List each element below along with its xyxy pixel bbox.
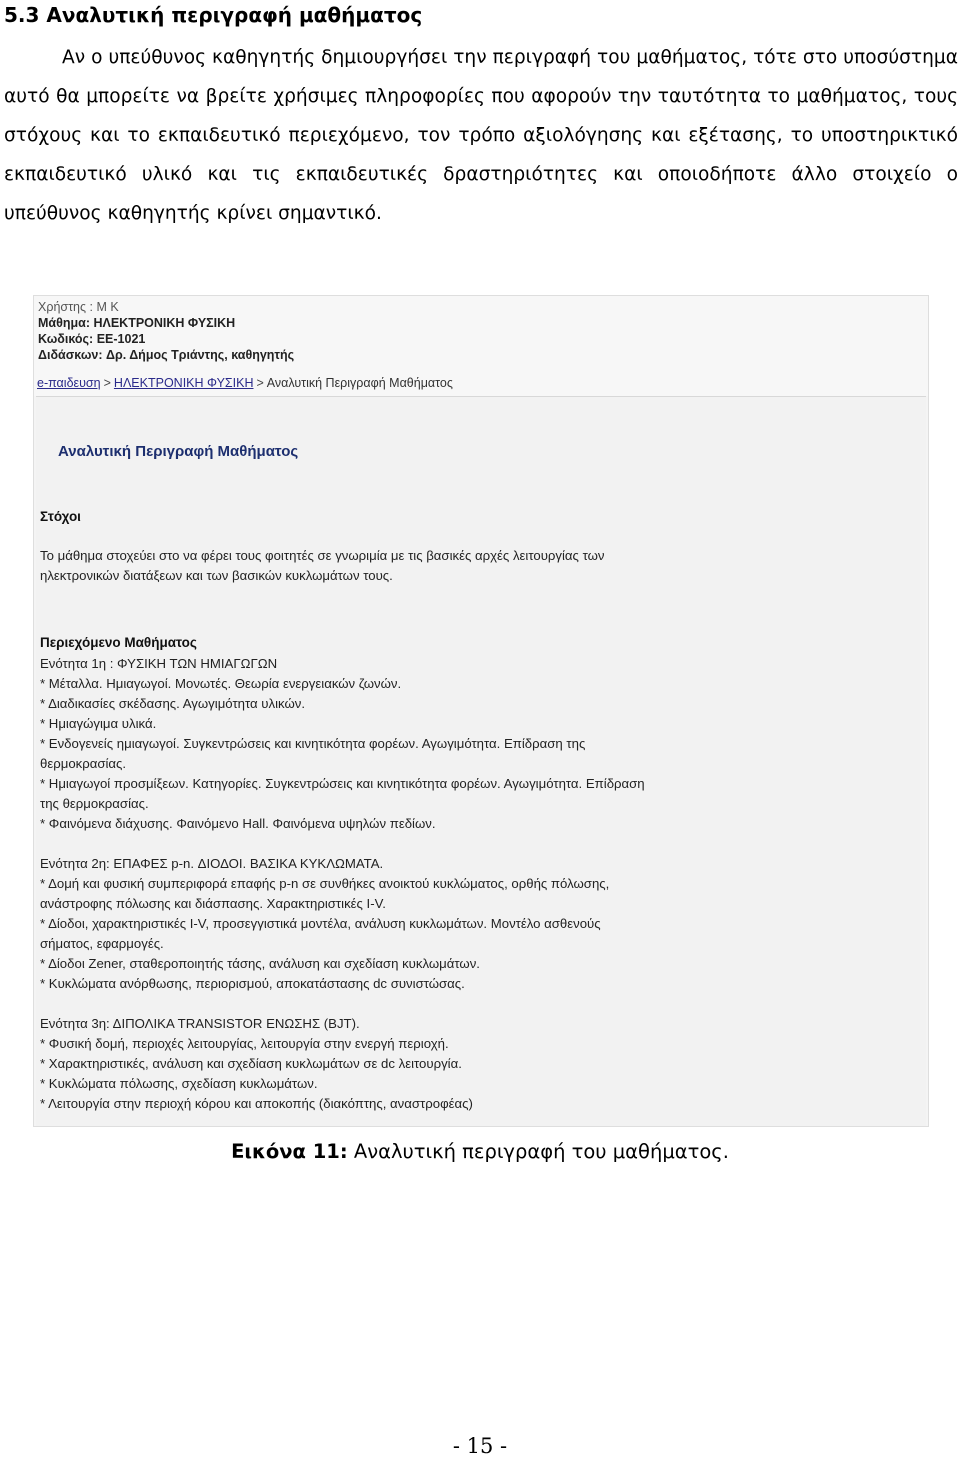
text-line: θερμοκρασίας. <box>40 756 127 771</box>
text-line: Ενότητα 1η : ΦΥΣΙΚΗ ΤΩΝ ΗΜΙΑΓΩΓΩΝ <box>40 656 278 671</box>
course-label: Μάθημα: <box>38 316 90 330</box>
text-line: * Φαινόμενα διάχυσης. Φαινόμενο Hall. Φαινόμενα υψηλών πεδίων. <box>40 816 436 831</box>
course-meta <box>38 299 294 363</box>
unit-1-list <box>40 654 800 834</box>
breadcrumb <box>37 376 453 390</box>
text-line: * Ενδογενείς ημιαγωγοί. Συγκεντρώσεις και κινητικότητα φορέων. Αγωγιμότητα. Επίδραση της <box>40 736 586 751</box>
teacher-value: Δρ. Δήμος Τριάντης, καθηγητής <box>106 348 295 362</box>
figure-caption <box>0 1140 960 1163</box>
text-line: * Δομή και φυσική συμπεριφορά επαφής p-n σε συνθήκες ανοικτού κυκλώματος, ορθής πόλωσης, <box>40 876 610 891</box>
course-line <box>38 315 294 331</box>
text-line: * Δίοδοι Zener, σταθεροποιητής τάσης, ανάλυση και σχεδίαση κυκλωμάτων. <box>40 956 480 971</box>
text-line: Ενότητα 2η: ΕΠΑΦΕΣ p-n. ΔΙΟΔΟΙ. ΒΑΣΙΚΑ ΚΥΚΛΩΜΑΤΑ. <box>40 856 384 871</box>
text-line: * Ημιαγωγοί προσμίξεων. Κατηγορίες. Συγκεντρώσεις και κινητικότητα φορέων. Αγωγιμότητα. Επίδραση <box>40 776 645 791</box>
teacher-line <box>38 347 294 363</box>
text-line: * Κυκλώματα πόλωσης, σχεδίαση κυκλωμάτων. <box>40 1076 318 1091</box>
code-label: Κωδικός: <box>38 332 94 346</box>
course-header <box>34 296 928 396</box>
code-value: ΕΕ-1021 <box>96 332 146 346</box>
section-heading: 5.3 Αναλυτική περιγραφή μαθήματος <box>4 3 423 27</box>
embedded-screenshot <box>33 295 929 1127</box>
goals-text <box>40 546 800 586</box>
content-panel <box>36 396 926 1126</box>
breadcrumb-course-link[interactable]: ΗΛΕΚΤΡΟΝΙΚΗ ΦΥΣΙΚΗ <box>113 376 254 390</box>
breadcrumb-separator: > <box>103 376 111 390</box>
text-line: * Λειτουργία στην περιοχή κόρου και αποκοπής (διακόπτης, αναστροφέας) <box>40 1096 473 1111</box>
unit-2-list <box>40 854 800 994</box>
goals-heading: Στόχοι <box>40 509 81 524</box>
text-line: ηλεκτρονικών διατάξεων και των βασικών κυκλωμάτων τους. <box>40 568 393 583</box>
caption-text: Αναλυτική περιγραφή του μαθήματος. <box>353 1140 729 1163</box>
text-line: * Χαρακτηριστικές, ανάλυση και σχεδίαση κυκλωμάτων σε dc λειτουργία. <box>40 1056 462 1071</box>
text-line: Το μάθημα στοχεύει στο να φέρει τους φοιτητές σε γνωριμία με τις βασικές αρχές λειτουργίας των <box>40 548 605 563</box>
breadcrumb-separator: > <box>256 376 264 390</box>
text-line: σήματος, εφαρμογές. <box>40 936 164 951</box>
text-line: * Ημιαγώγιμα υλικά. <box>40 716 157 731</box>
text-line: * Δίοδοι, χαρακτηριστικές I-V, προσεγγιστικά μοντέλα, ανάλυση κυκλωμάτων. Μοντέλο ασθενούς <box>40 916 601 931</box>
text-line: * Φυσική δομή, περιοχές λειτουργίας, λειτουργία στην ενεργή περιοχή. <box>40 1036 449 1051</box>
text-line: * Κυκλώματα ανόρθωσης, περιορισμού, αποκατάστασης dc συνιστώσας. <box>40 976 465 991</box>
body-paragraph: Αν ο υπεύθυνος καθηγητής δημιουργήσει την περιγραφή του μαθήματος, τότε στο υποσύστημα αυτό θα μπορείτε να βρείτε χρήσιμες πληροφορίες που αφορούν την ταυτότητα το μαθήματος, τους στόχους και το εκπαιδευτικό περιεχόμενο, τον τρόπο αξιολόγησης και εξέτασης, το υποστηρικτικό εκπαιδευτικό υλικό και τις εκπαιδευτικές δραστηριότητες και οποιοδήποτε άλλο στοιχείο ο υπεύθυνος καθηγητής κρίνει σημαντικό. <box>4 47 958 224</box>
content-heading: Περιεχόμενο Μαθήματος <box>40 635 197 650</box>
unit-3-list <box>40 1014 800 1114</box>
text-line: ανάστροφης πόλωσης και διάσπασης. Χαρακτηριστικές I-V. <box>40 896 386 911</box>
breadcrumb-home-link[interactable]: e-παιδευση <box>37 376 101 390</box>
text-line: * Μέταλλα. Ημιαγωγοί. Μονωτές. Θεωρία ενεργειακών ζωνών. <box>40 676 402 691</box>
course-value: ΗΛΕΚΤΡΟΝΙΚΗ ΦΥΣΙΚΗ <box>93 316 236 330</box>
breadcrumb-current: Αναλυτική Περιγραφή Μαθήματος <box>266 376 453 390</box>
user-line: Χρήστης : M K <box>38 300 119 314</box>
code-line <box>38 331 294 347</box>
caption-label: Εικόνα 11: <box>231 1140 348 1163</box>
text-line: Ενότητα 3η: ΔΙΠΟΛΙΚΑ TRANSISTOR ΕΝΩΣΗΣ (BJT). <box>40 1016 360 1031</box>
text-line: * Διαδικασίες σκέδασης. Αγωγιμότητα υλικών. <box>40 696 306 711</box>
page-title: Αναλυτική Περιγραφή Μαθήματος <box>58 443 299 460</box>
page-number: - 15 - <box>452 1434 508 1458</box>
text-line: της θερμοκρασίας. <box>40 796 149 811</box>
teacher-label: Διδάσκων: <box>38 348 103 362</box>
